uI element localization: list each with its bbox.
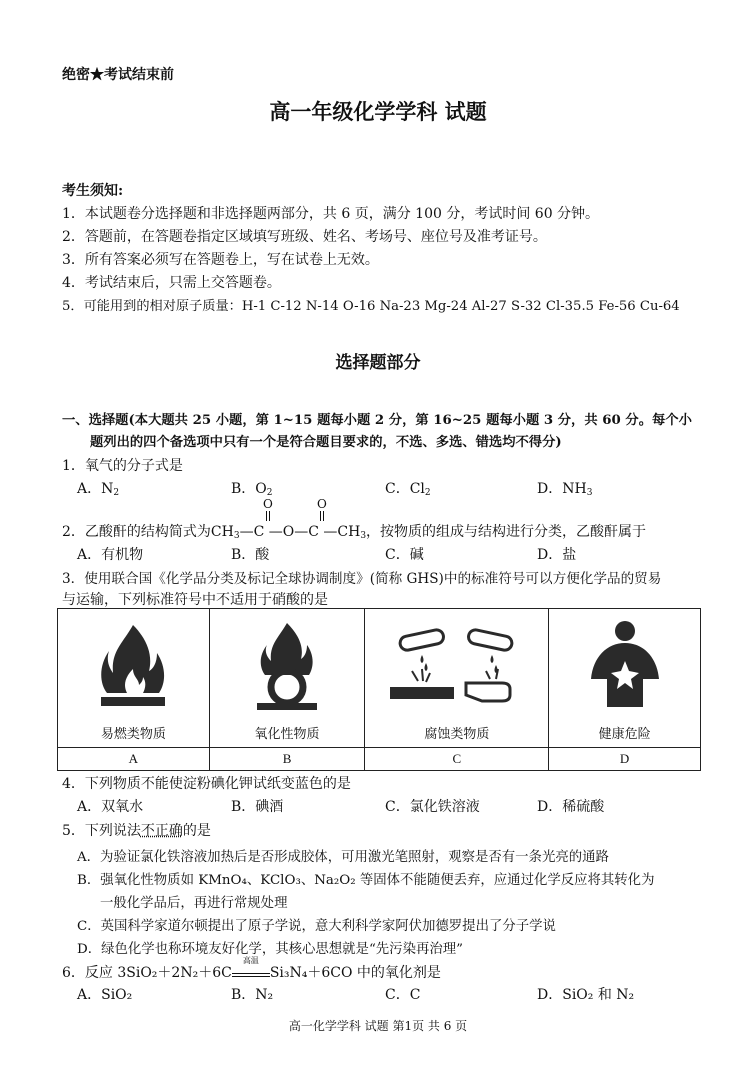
q6-option-d: D．SiO₂ 和 N₂ xyxy=(537,987,635,1003)
ghs-label: 健康危险 xyxy=(598,727,651,742)
q4-option-a: A．双氧水 xyxy=(77,799,144,815)
q2-option-d: D．盐 xyxy=(537,547,577,563)
notice-heading: 考生须知: xyxy=(62,183,124,199)
ghs-cell-flammable xyxy=(58,609,210,748)
q2-double-bond xyxy=(323,511,325,521)
ghs-label: 氧化性物质 xyxy=(254,727,320,742)
ghs-letter: C xyxy=(365,748,549,771)
q2-double-bond xyxy=(269,511,271,521)
ghs-cell-oxidizing xyxy=(209,609,365,748)
flame-icon xyxy=(93,621,173,711)
ghs-label: 易燃类物质 xyxy=(100,727,166,742)
q1-option-c: C．$Cl_2$ xyxy=(385,481,431,498)
q4-option-c: C．氯化铁溶液 xyxy=(385,799,480,815)
q6-option-b: B．N₂ xyxy=(231,987,274,1003)
page-title: 高一年级化学学科 试题 xyxy=(269,99,487,124)
q2-option-b: B．酸 xyxy=(231,547,270,563)
notice-item: 4．考试结束后，只需上交答题卷。 xyxy=(62,275,281,291)
q6-stem: 6．反应 3SiO₂＋2N₂＋6C 高温 Si₃N₄＋6CO 中的氧化剂是 xyxy=(62,956,441,981)
q2-option-a: A．有机物 xyxy=(77,547,144,563)
corrosion-icon xyxy=(382,621,532,716)
notice-item: 2．答题前，在答题卷指定区域填写班级、姓名、考场号、座位号及准考证号。 xyxy=(62,229,547,245)
q4-option-b: B．碘酒 xyxy=(231,799,284,815)
notice-item: 1．本试题卷分选择题和非选择题两部分，共 6 页，满分 100 分，考试时间 60 分钟。 xyxy=(62,206,600,222)
q3-stem-line2: 与运输，下列标准符号中不适用于硝酸的是 xyxy=(62,592,328,608)
part-instructions-line2: 题列出的四个备选项中只有一个是符合题目要求的，不选、多选、错选均不得分) xyxy=(90,435,562,450)
q1-stem: 1．氧气的分子式是 xyxy=(62,458,183,474)
q5-option-c: C．英国科学家道尔顿提出了原子学说，意大利科学家阿伏加德罗提出了分子学说 xyxy=(77,919,556,934)
page-footer: 高一化学学科 试题 第1页 共 6 页 xyxy=(288,1019,468,1033)
q2-double-bond xyxy=(266,511,268,521)
q6-option-c: C．C xyxy=(385,987,421,1003)
q5-stem: 5．下列说法不正确的是 xyxy=(62,823,211,839)
ghs-cell-corrosive xyxy=(365,609,549,748)
ghs-label: 腐蚀类物质 xyxy=(424,727,490,742)
part-instructions-line1: 一、选择题(本大题共 25 小题，第 1~15 题每小题 2 分，第 16~25 题每小题 3 分，共 60 分。每个小 xyxy=(62,413,692,428)
q4-stem: 4．下列物质不能使淀粉碘化钾试纸变蓝色的是 xyxy=(62,776,351,792)
health-hazard-icon xyxy=(585,617,665,712)
q6-condition: 高温 xyxy=(242,956,259,965)
flame-over-circle-icon xyxy=(247,621,327,711)
ghs-letter: B xyxy=(209,748,365,771)
q5-option-d: D．绿色化学也称环境友好化学，其核心思想就是“先污染再治理” xyxy=(77,942,463,957)
ghs-letter: D xyxy=(549,748,701,771)
q4-option-d: D．稀硫酸 xyxy=(537,799,605,815)
q2-stem: 2．乙酸酐的结构简式为$CH_3—C$ —O—C $—CH_3$，按物质的组成与结构进行分类，乙酸酐属于 xyxy=(62,524,647,541)
q2-oxygen-label: O xyxy=(263,497,273,511)
notice-item: 3．所有答案必须写在答题卷上，写在试卷上无效。 xyxy=(62,252,379,268)
q1-option-d: D．$NH_3$ xyxy=(537,481,593,498)
q5-option-b-line2: 一般化学品后，再进行常规处理 xyxy=(100,896,288,911)
q2-option-c: C．碱 xyxy=(385,547,424,563)
section-title: 选择题部分 xyxy=(335,353,421,373)
ghs-letter: A xyxy=(58,748,210,771)
q1-option-a: A．$N_2$ xyxy=(77,481,120,498)
q5-option-a: A．为验证氯化铁溶液加热后是否形成胶体，可用激光笔照射，观察是否有一条光亮的通路 xyxy=(77,850,609,865)
q1-option-b: B．$O_2$ xyxy=(231,481,273,498)
ghs-cell-health-hazard xyxy=(549,609,701,748)
notice-item: 5．可能用到的相对原子质量：H-1 C-12 N-14 O-16 Na-23 Mg-24 Al-27 S-32 Cl-35.5 Fe-56 Cu-64 xyxy=(62,299,680,314)
q5-option-b-line1: B．强氧化性物质如 KMnO₄、KClO₃、Na₂O₂ 等固体不能随便丢弃，应通过化学反应将其转化为 xyxy=(77,873,655,888)
q2-oxygen-label: O xyxy=(317,497,327,511)
q2-double-bond xyxy=(320,511,322,521)
q6-option-a: A．SiO₂ xyxy=(77,987,133,1003)
confidential-mark: 绝密★考试结束前 xyxy=(62,67,174,83)
q3-stem-line1: 3．使用联合国《化学品分类及标记全球协调制度》(简称 GHS)中的标准符号可以方便化学品的贸易 xyxy=(62,571,662,587)
ghs-symbol-table xyxy=(57,608,701,771)
